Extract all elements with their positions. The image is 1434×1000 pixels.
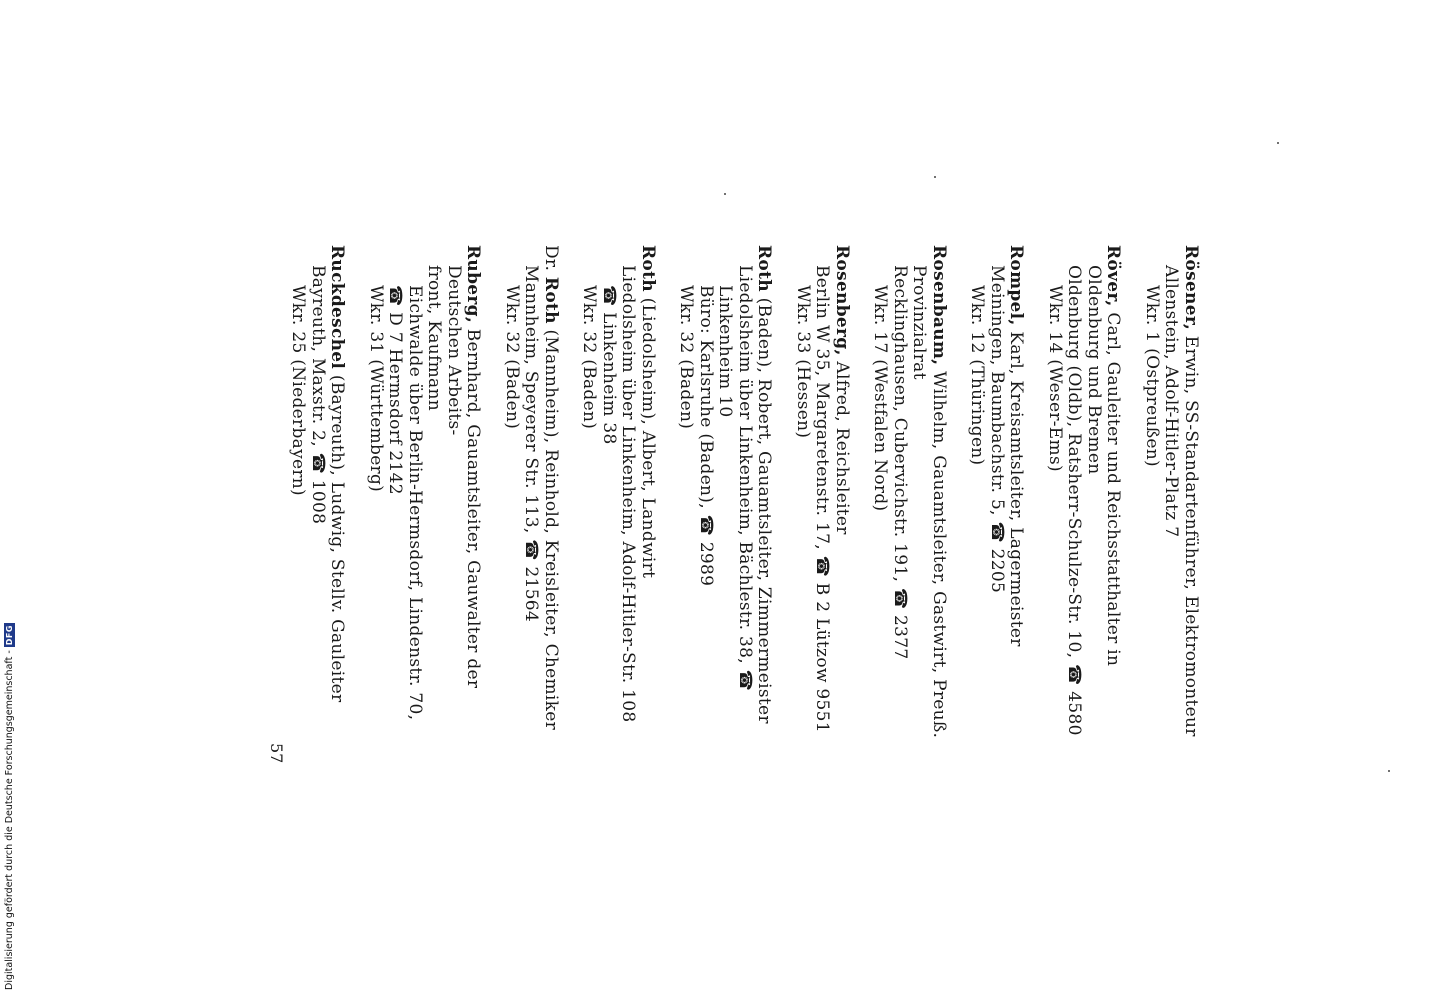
entry-name: Röver, [1103, 245, 1124, 307]
entry-detail-line: Wkr. 17 (Westfalen Nord) [870, 285, 891, 512]
directory-entry [1142, 245, 1201, 745]
entry-detail-line: Liedolsheim über Linkenheim, Bächlestr. 38, ☎ Linkenheim 10 [715, 265, 755, 692]
entry-detail-line: Eichwalde über Berlin-Hermsdorf, Lindenstr. 70, [405, 285, 425, 721]
entry-heading-line [1084, 245, 1124, 745]
entry-detail-line: Recklinghausen, Cubervichstr. 191, ☎ 2377 [890, 265, 910, 660]
entry-detail-line: Wkr. 25 (Niederbayern) [288, 285, 309, 496]
entry-list [269, 245, 1200, 745]
entry-description: Karl, Kreisamtsleiter, Lagermeister [1006, 325, 1027, 647]
entry-heading-line [327, 245, 348, 745]
entry-heading-line [541, 245, 561, 745]
scan-speck [724, 193, 726, 195]
directory-entry [967, 245, 1026, 745]
entry-detail-line: Liedolsheim über Linkenheim, Adolf-Hitler-Str. 108 [618, 265, 639, 723]
directory-entry [288, 245, 347, 745]
entry-heading-line [1006, 245, 1027, 745]
entry-name: Rosenberg, [832, 245, 852, 356]
entry-heading-line [444, 245, 484, 745]
directory-entry [579, 245, 657, 745]
scan-speck [1388, 770, 1390, 772]
entry-detail-line: Berlin W 35, Margaretenstr. 17, ☎ B 2 Lützow 9551 [812, 265, 833, 733]
entry-heading-line [909, 245, 949, 745]
entry-heading-line [754, 245, 775, 745]
directory-entry [676, 245, 774, 745]
entry-prefix: Dr. [541, 245, 561, 277]
entry-name: Roth [754, 245, 775, 292]
entry-detail-line: Meiningen, Baumbachstr. 5, ☎ 2205 [987, 265, 1007, 594]
entry-description: Erwin, SS-Standartenführer, Elektromonteur [1181, 330, 1201, 737]
text-block [288, 245, 1201, 739]
entry-description: Carl, Gauleiter und Reichsstatthalter in Oldenburg und Bremen [1084, 265, 1124, 667]
entry-detail-line: Oldenburg (Oldb), Ratsherr-Schulze-Str. 10, ☎ 4580 [1064, 265, 1085, 736]
directory-entry [1045, 245, 1123, 745]
entry-detail-line: Wkr. 33 (Hessen) [793, 285, 813, 439]
entry-name: Ruberg, [463, 245, 484, 324]
entry-detail-line: Wkr. 31 (Württemberg) [366, 285, 386, 493]
entry-heading-line [1181, 245, 1201, 745]
scan-speck [1277, 142, 1279, 144]
entry-detail-line: ☎ Linkenheim 38 [599, 285, 619, 445]
directory-entry [793, 245, 852, 745]
scan-speck [934, 176, 936, 178]
entry-name: Rompel, [1006, 245, 1027, 326]
entry-detail-line: Wkr. 32 (Baden) [676, 285, 697, 430]
entry-heading-line [638, 245, 658, 745]
entry-detail-line: front, Kaufmann [424, 265, 445, 411]
entry-name: Rosenbaum, [929, 245, 949, 366]
directory-entry [366, 245, 483, 745]
entry-detail-line: Mannheim, Speyerer Str. 113, ☎ 21564 [521, 265, 542, 623]
entry-detail-line: Wkr. 32 (Baden) [579, 285, 600, 430]
entry-detail-line: Wkr. 14 (Weser-Ems) [1045, 285, 1065, 472]
entry-description: Alfred, Reichsleiter [832, 355, 852, 535]
entry-name: Roth [541, 276, 561, 324]
entry-name: Rösener, [1181, 245, 1201, 331]
credit-text: Digitalisierung gefördert durch die Deutsche Forschungsgemeinschaft - [4, 650, 15, 990]
entry-description: Bernhard, Gauamtsleiter, Gauwalter der Deutschen Arbeits- [444, 265, 484, 689]
page-number: 57 [267, 743, 286, 764]
digitization-credit [4, 623, 15, 990]
directory-entry [870, 245, 948, 745]
directory-entry [502, 245, 561, 745]
entry-name: Ruckdeschel [327, 245, 348, 370]
entry-description: (Bayreuth), Ludwig, Stellv. Gauleiter [327, 369, 348, 703]
entry-description: (Baden), Robert, Gauamtsleiter, Zimmermeister [754, 291, 775, 724]
entry-description: (Liedolsheim), Albert, Landwirt [638, 291, 658, 579]
entry-description: Wilhelm, Gauamtsleiter, Gastwirt, Preuß. Provinzialrat [909, 265, 949, 739]
entry-description: (Mannheim), Reinhold, Kreisleiter, Chemiker [541, 323, 561, 731]
entry-detail-line: Büro: Karlsruhe (Baden), ☎ 2989 [696, 285, 716, 587]
entry-name: Roth [638, 245, 658, 292]
rotated-content [288, 245, 1201, 745]
entry-detail-line: Bayreuth, Maxstr. 2, ☎ 1008 [308, 265, 328, 525]
entry-detail-line: Allenstein, Adolf-Hitler-Platz 7 [1161, 265, 1182, 538]
entry-heading-line [832, 245, 852, 745]
dfg-logo: DFG [5, 625, 14, 646]
entry-detail-line: Wkr. 12 (Thüringen) [967, 285, 988, 466]
entry-detail-line: Wkr. 32 (Baden) [502, 285, 522, 430]
entry-detail-line: Wkr. 1 (Ostpreußen) [1142, 285, 1162, 467]
entry-detail-line: ☎ D 7 Hermsdorf 2142 [385, 285, 406, 495]
